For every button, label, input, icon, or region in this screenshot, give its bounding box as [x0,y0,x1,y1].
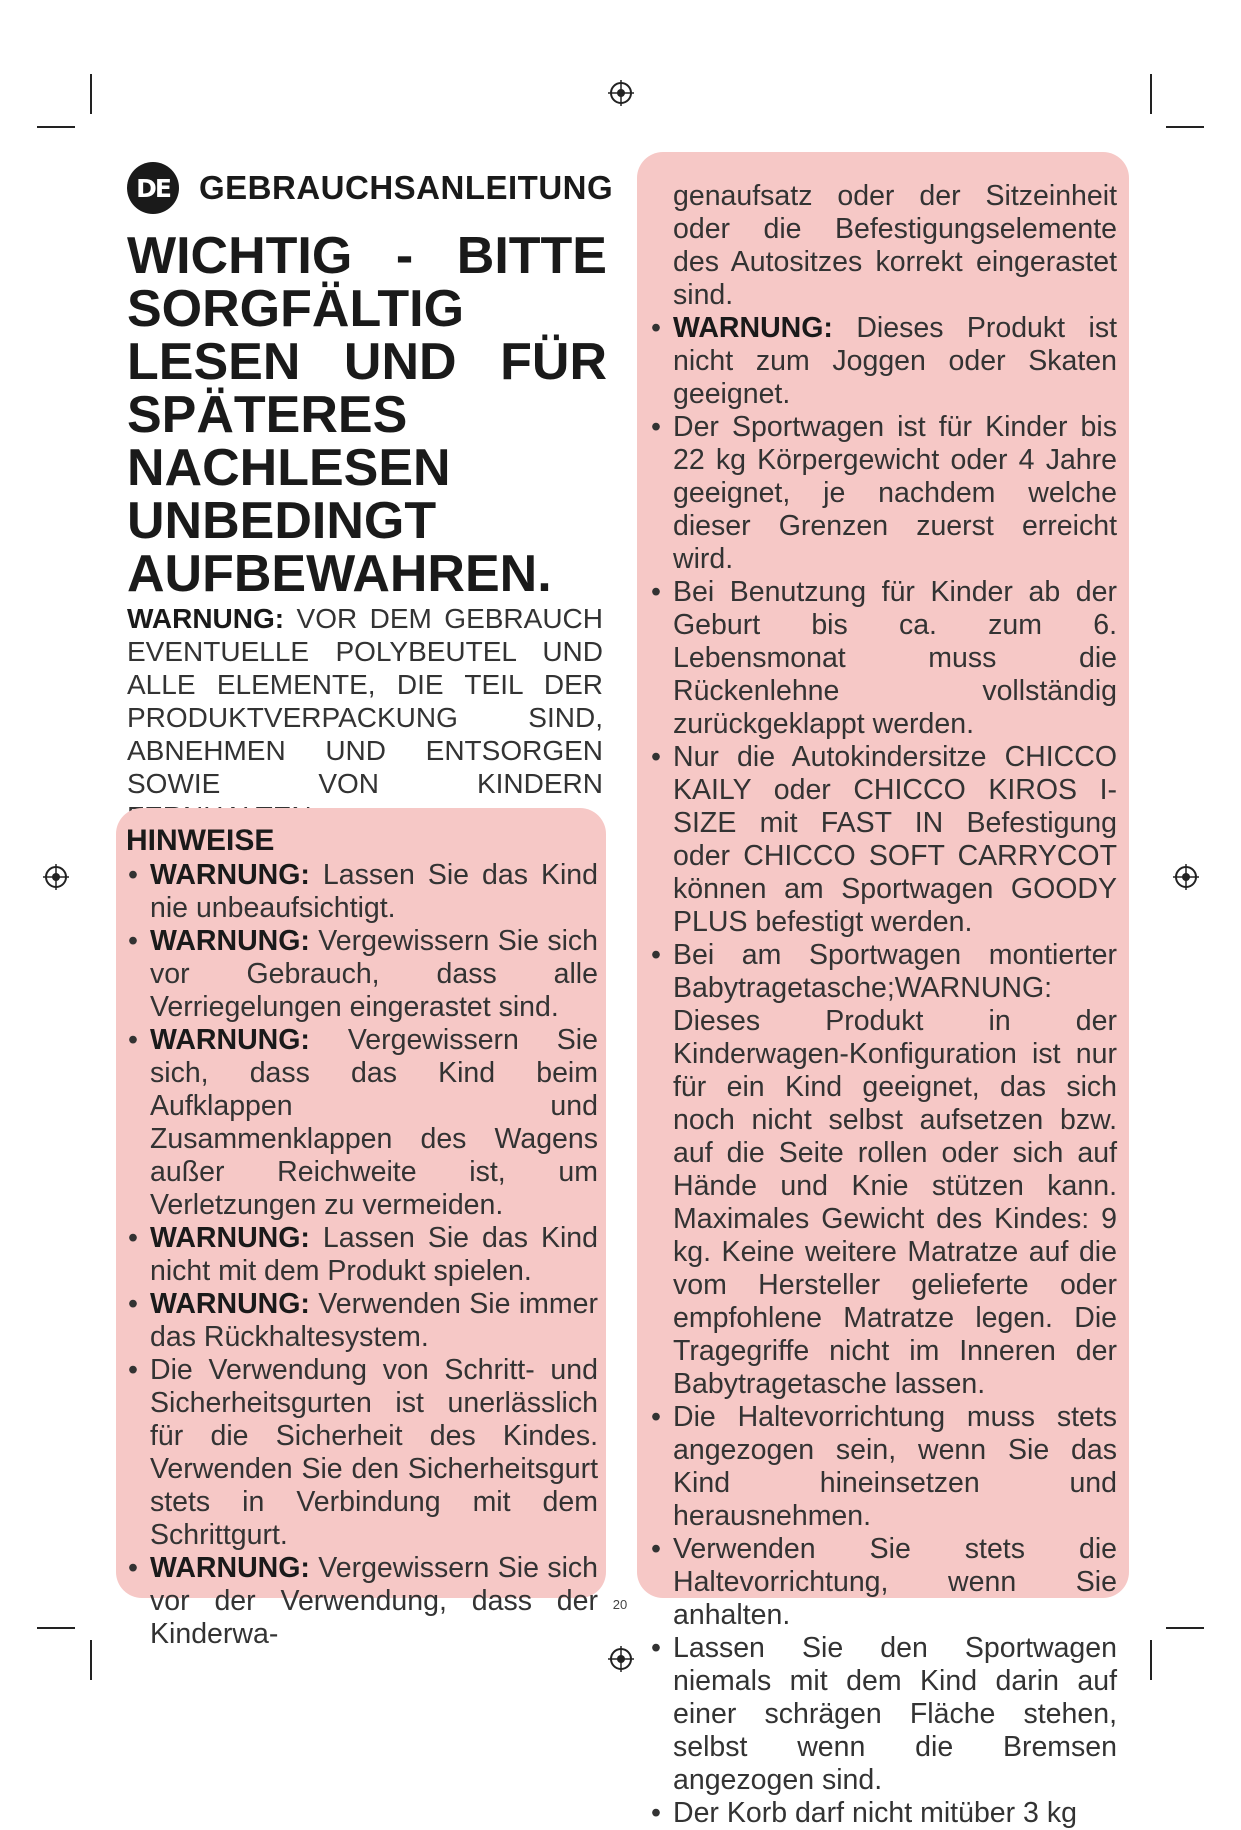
packaging-warning [127,602,603,833]
crop-mark [37,126,75,128]
list-item: • Die Haltevorrichtung muss stets angezogen sein, wenn Sie das Kind hineinsetzen und herausnehmen. [649,1401,1117,1533]
crop-mark [1166,1627,1204,1629]
list-item: • Nur die Autokindersitze CHICCO KAILY oder CHICCO KIROS I-SIZE mit FAST IN Befestigung oder CHICCO SOFT CARRYCOT können am Sportwagen GOODY PLUS befestigt werden. [649,741,1117,939]
crop-mark [1150,74,1152,114]
list-item: • WARNUNG: Verwenden Sie immer das Rückhaltesystem. [126,1288,598,1354]
crop-mark [90,74,92,114]
notes-list [126,859,598,1651]
list-item: • WARNUNG: Dieses Produkt ist nicht zum Joggen oder Skaten geeignet. [649,312,1117,411]
notes-list-continued [649,312,1117,1830]
list-item: • Verwenden Sie stets die Haltevorrichtung, wenn Sie anhalten. [649,1533,1117,1632]
registration-mark-icon [608,1646,634,1672]
list-item: • WARNUNG: Lassen Sie das Kind nicht mit dem Produkt spielen. [126,1222,598,1288]
list-item: • WARNUNG: Lassen Sie das Kind nie unbeaufsichtigt. [126,859,598,925]
crop-mark [90,1640,92,1680]
important-notice: WICHTIG - BITTE SORGFÄLTIG LESEN UND FÜR SPÄTERES NACHLESEN UNBEDINGT AUFBEWAHREN. [127,227,607,603]
list-item: • Die Verwendung von Schritt- und Sicherheitsgurten ist unerlässlich für die Sicherheit des Kindes. Verwenden Sie den Sicherheitsgurt stets in Verbindung mit dem Schrittgurt. [126,1354,598,1552]
warning-label: WARNUNG: [127,603,285,634]
list-item: • WARNUNG: Vergewissern Sie sich vor der Verwendung, dass der Kinderwa- [126,1552,598,1651]
page-number: 20 [612,1597,628,1612]
list-item: • Der Korb darf nicht mitüber 3 kg [649,1797,1117,1830]
notes-box-left [116,808,606,1650]
registration-mark-icon [608,80,634,106]
crop-mark [37,1627,75,1629]
notes-heading: HINWEISE [126,824,275,857]
manual-title: GEBRAUCHSANLEITUNG [199,169,614,206]
notes-box-right [637,152,1129,1829]
list-item: • Bei Benutzung für Kinder ab der Geburt bis ca. zum 6. Lebensmonat muss die Rückenlehne vollständig zurückgeklappt werden. [649,576,1117,741]
language-header [127,162,613,214]
list-item: • Bei am Sportwagen montierter Babytragetasche;WARNUNG: Dieses Produkt in der Kinderwagen-Konfiguration ist nur für ein Kind geeignet, das sich noch nicht selbst aufsetzen bzw. auf die Seite rollen oder sich auf Hände und Knie stützen kann. Maximales Gewicht des Kindes: 9 kg. Keine weitere Matratze auf die vom Hersteller gelieferte oder empfohlene Matratze legen. Die Tragegriffe nicht im Inneren der Babytragetasche lassen. [649,939,1117,1401]
warning-text: VOR DEM GEBRAUCH EVENTUELLE POLYBEUTEL UND ALLE ELEMENTE, DIE TEIL DER PRODUKTVERPACKUNG SIND, ABNEHMEN UND ENTSORGEN SOWIE VON KINDERN [127,603,603,799]
notes-continuation: genaufsatz oder der Sitzeinheit oder die Befestigungselemente des Autositzes korrekt eingerastet sind. [673,180,1117,311]
registration-mark-icon [1173,864,1199,890]
list-item: • WARNUNG: Vergewissern Sie sich vor Gebrauch, dass alle Verriegelungen eingerastet sind. [126,925,598,1024]
crop-mark [1166,126,1204,128]
crop-mark [1150,1640,1152,1680]
list-item: • WARNUNG: Vergewissern Sie sich, dass das Kind beim Aufklappen und Zusammenklappen des Wagens außer Reichweite ist, um Verletzungen zu vermeiden. [126,1024,598,1222]
registration-mark-icon [43,864,69,890]
list-item: • Der Sportwagen ist für Kinder bis 22 kg Körpergewicht oder 4 Jahre geeignet, je nachdem welche dieser Grenzen zuerst erreicht wird. [649,411,1117,576]
list-item: • Lassen Sie den Sportwagen niemals mit dem Kind darin auf einer schrägen Fläche stehen, selbst wenn die Bremsen angezogen sind. [649,1632,1117,1797]
language-badge: DE [127,162,179,214]
